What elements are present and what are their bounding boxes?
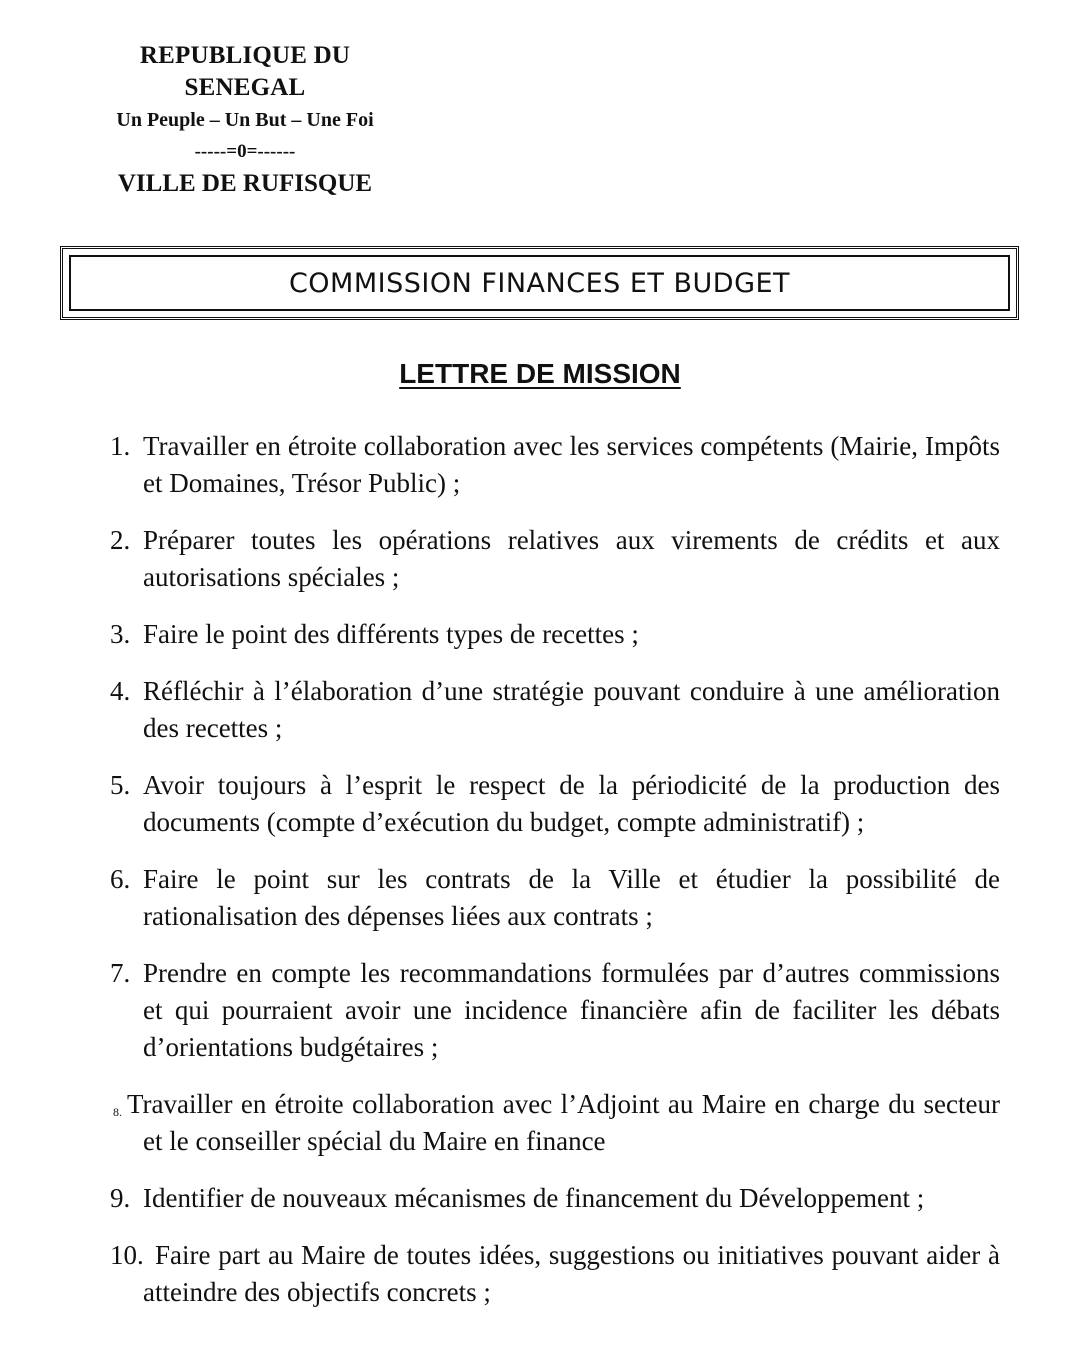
item-text: Préparer toutes les opérations relatives aux virements de crédits et aux autorisations spéciales ; xyxy=(143,525,1000,592)
national-motto: Un Peuple – Un But – Une Foi xyxy=(116,109,374,131)
item-number: 3. xyxy=(110,619,131,649)
mission-item xyxy=(110,522,1000,596)
item-text: Identifier de nouveaux mécanismes de financement du Développement ; xyxy=(143,1183,925,1213)
mission-item xyxy=(110,1237,1000,1311)
mission-item xyxy=(110,616,1000,653)
city-name: VILLE DE RUFISQUE xyxy=(117,170,373,197)
item-number: 8. xyxy=(113,1105,122,1119)
country-name: REPUBLIQUE DU SENEGAL xyxy=(139,42,351,101)
commission-title-box xyxy=(60,246,1019,320)
item-text: Faire le point sur les contrats de la Ville et étudier la possibilité de rationalisation des dépenses liées aux contrats ; xyxy=(143,864,1000,931)
letterhead xyxy=(80,40,410,200)
document-title: LETTRE DE MISSION xyxy=(399,358,681,389)
mission-item xyxy=(110,861,1000,935)
mission-item xyxy=(110,428,1000,502)
mission-list xyxy=(110,428,1000,1331)
item-text: Faire le point des différents types de recettes ; xyxy=(143,619,639,649)
commission-title: COMMISSION FINANCES ET BUDGET xyxy=(288,267,791,299)
mission-item xyxy=(110,955,1000,1066)
item-number: 2. xyxy=(110,525,131,555)
item-number: 9. xyxy=(110,1183,131,1213)
item-number: 1. xyxy=(110,431,131,461)
mission-item xyxy=(110,1086,1000,1160)
item-text: Travailler en étroite collaboration avec les services compétents (Mairie, Impôts et Domaines, Trésor Public) ; xyxy=(143,431,1000,498)
item-text: Réfléchir à l’élaboration d’une stratégie pouvant conduire à une amélioration des recettes ; xyxy=(143,676,1000,743)
mission-item xyxy=(110,767,1000,841)
mission-item xyxy=(110,673,1000,747)
item-text: Prendre en compte les recommandations formulées par d’autres commissions et qui pourraient avoir une incidence financière afin de faciliter les débats d’orientations budgétaires ; xyxy=(143,958,1000,1062)
item-number: 10. xyxy=(110,1240,144,1270)
item-number: 6. xyxy=(110,864,131,894)
item-number: 5. xyxy=(110,770,131,800)
item-number: 7. xyxy=(110,958,131,988)
mission-item xyxy=(110,1180,1000,1217)
item-text: Avoir toujours à l’esprit le respect de la périodicité de la production des documents (compte d’exécution du budget, compte administratif) ; xyxy=(143,770,1000,837)
item-text: Travailler en étroite collaboration avec l’Adjoint au Maire en charge du secteur et le conseiller spécial du Maire en finance xyxy=(127,1089,1000,1156)
item-number: 4. xyxy=(110,676,131,706)
header-separator: -----=0=------ xyxy=(194,141,296,162)
commission-title-inner-frame xyxy=(69,255,1010,311)
item-text: Faire part au Maire de toutes idées, suggestions ou initiatives pouvant aider à atteindre des objectifs concrets ; xyxy=(143,1240,1000,1307)
